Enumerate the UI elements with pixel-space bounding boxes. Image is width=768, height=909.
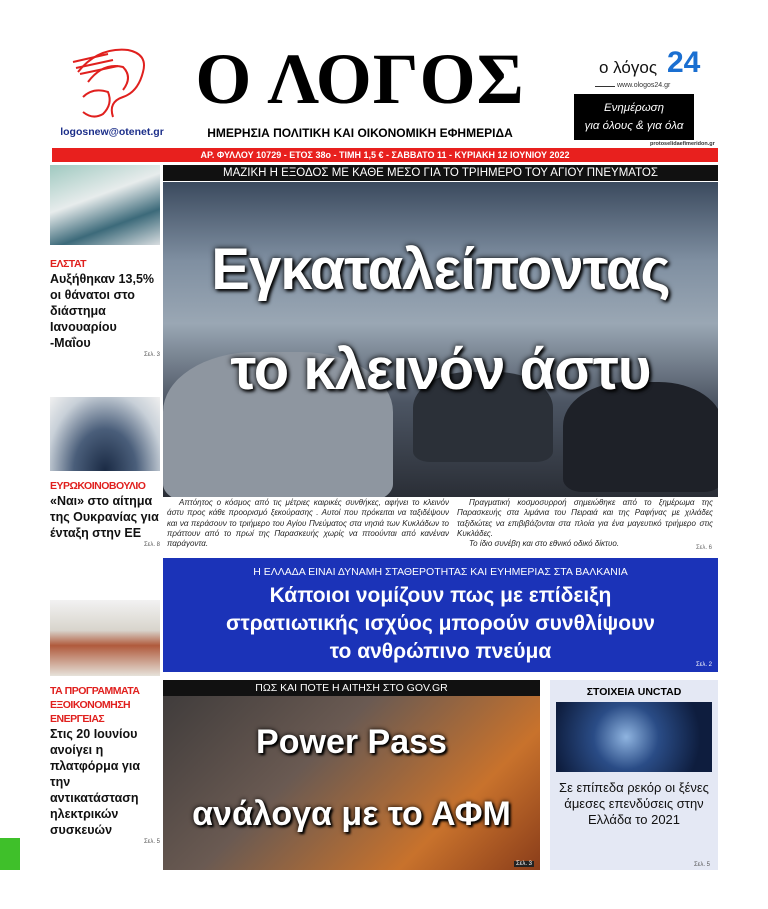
headline-line: Εγκαταλείποντας (211, 237, 670, 302)
headline-line: Κάποιοι νομίζουν πως με επίδειξη (269, 584, 612, 607)
left-story-1[interactable] (50, 165, 160, 359)
caption-col-1: Απτόητος ο κόσμος από τις μέτριες καιρικές συνθήκες, αφήνει το κλεινόν άστυ προς κάθε προορισμό ξεκούρασης . Αυτοί που πρόκειται να ταξιδέψουν και να περάσουν το τριήμερο του Αγίου Πνεύματος στα νησιά των Κυκλάδων το πράττουν από το πρωί της Παρασκευής χωρίς να πτοούνται από κανέναν παράγοντα. (167, 498, 449, 549)
slogan-box (574, 94, 694, 140)
contact-email[interactable]: logosnew@otenet.gr (60, 126, 164, 138)
story-kicker: ΣΤΟΙΧΕΙΑ UNCTAD (586, 686, 682, 698)
story-headline (163, 582, 718, 666)
lead-caption (163, 498, 718, 554)
page-ref: Σελ. 3 (515, 861, 532, 867)
page-ref: Σελ. 5 (693, 862, 710, 868)
slogan-line: για όλους & για όλα (584, 120, 684, 132)
slogan-line: Ενημέρωση (603, 102, 665, 114)
balkans-story[interactable] (163, 558, 718, 672)
divider (595, 86, 615, 87)
story-headline: Σε επίπεδα ρεκόρ οι ξένες άμεσες επενδύσεις στην Ελλάδα το 2021 (559, 780, 709, 827)
story-headline: Αυξήθηκαν 13,5% οι θάνατοι στο διάστημα Ιανουαρίου -Μαΐου (50, 272, 155, 350)
story-headline: Στις 20 Ιουνίου ανοίγει η πλατφόρμα για την αντικατάσταση ηλεκτρικών συσκευών (50, 727, 141, 837)
page-ref: Σελ. 3 (143, 352, 160, 358)
story-headline: «Ναι» στο αίτημα της Ουκρανίας για ένταξη στην ΕΕ (50, 494, 159, 540)
source-watermark: protoselidaefimeridon.gr (650, 141, 715, 147)
issue-info-bar: ΑΡ. ΦΥΛΛΟΥ 10729 - ΕΤΟΣ 38ο - ΤΙΜΗ 1,5 € - ΣΑΒΒΑΤΟ 11 - ΚΥΡΙΑΚΗ 12 ΙΟΥΝΙΟΥ 2022 (52, 148, 718, 162)
story-kicker: ΕΥΡΩΚΟΙΝΟΒΟΥΛΙΟ (50, 480, 146, 492)
page-ref: Σελ. 8 (143, 542, 160, 548)
page-ref: Σελ. 2 (695, 662, 712, 668)
lead-headline[interactable] (163, 220, 718, 420)
story-image-appliances (50, 600, 160, 676)
newspaper-logo (68, 42, 158, 124)
story-image-investment (556, 702, 712, 772)
page-ref: Σελ. 5 (143, 839, 160, 845)
lead-kicker: ΜΑΖΙΚΗ Η ΕΞΟΔΟΣ ΜΕ ΚΑΘΕ ΜΕΣΟ ΓΙΑ ΤΟ ΤΡΙΗΜΕΡΟ ΤΟΥ ΑΓΙΟΥ ΠΝΕΥΜΑΤΟΣ (163, 165, 718, 181)
caption-col-2 (457, 498, 713, 549)
left-story-2[interactable] (50, 397, 160, 549)
masthead-title: Ο ΛΟΓΟΣ (195, 39, 525, 119)
masthead-subtitle: ΗΜΕΡΗΣΙΑ ΠΟΛΙΤΙΚΗ ΚΑΙ ΟΙΚΟΝΟΜΙΚΗ ΕΦΗΜΕΡΙΔΑ (207, 126, 513, 140)
headline-line: Power Pass (256, 723, 447, 761)
story-kicker: ΠΩΣ ΚΑΙ ΠΟΤΕ Η ΑΙΤΗΣΗ ΣΤΟ GOV.GR (163, 680, 540, 696)
story-image-hospital (50, 165, 160, 245)
headline-line: στρατιωτικής ισχύος μπορούν συνθλίψουν (225, 612, 655, 635)
caption-para: Πραγματική κοσμοσυρροή σημειώθηκε από το ξημέρωμα της Παρασκευής στα λιμάνια του Πειραιά και της Ραφήνας με χιλιάδες ταξιδιώτες να επιβιβάζονται στα πλοία για ένα μαγευτικό τριήμερο στις Κυκλάδες. (457, 498, 713, 538)
ologos24-url[interactable]: www.ologos24.gr (617, 82, 671, 89)
story-kicker: ΕΛΣΤΑΤ (50, 258, 87, 270)
ologos24-number: 24 (667, 46, 701, 79)
story-headline (163, 706, 540, 850)
green-marker (0, 838, 20, 870)
page-ref: Σελ. 6 (695, 545, 712, 551)
story-image-parliament (50, 397, 160, 471)
left-story-3[interactable] (50, 600, 160, 846)
ologos24-logo (595, 46, 701, 92)
caption-para: Το ίδιο συνέβη και στο εθνικό οδικό δίκτυο. (469, 539, 620, 549)
story-kicker: Η ΕΛΛΑΔΑ ΕΙΝΑΙ ΔΥΝΑΜΗ ΣΤΑΘΕΡΟΤΗΤΑΣ ΚΑΙ ΕΥΗΜΕΡΙΑΣ ΣΤΑ ΒΑΛΚΑΝΙΑ (253, 566, 628, 578)
headline-line: το κλεινόν άστυ (230, 337, 651, 402)
story-kicker: ΤΑ ΠΡΟΓΡΑΜΜΑΤΑ ΕΞΟΙΚΟΝΟΜΗΣΗ ΕΝΕΡΓΕΙΑΣ (50, 685, 140, 725)
headline-line: ανάλογα με το ΑΦΜ (192, 795, 511, 833)
unctad-story[interactable] (550, 680, 718, 870)
headline-line: το ανθρώπινο πνεύμα (329, 640, 552, 663)
ologos24-text: ο λόγος (599, 58, 658, 77)
power-pass-story[interactable] (163, 680, 540, 870)
